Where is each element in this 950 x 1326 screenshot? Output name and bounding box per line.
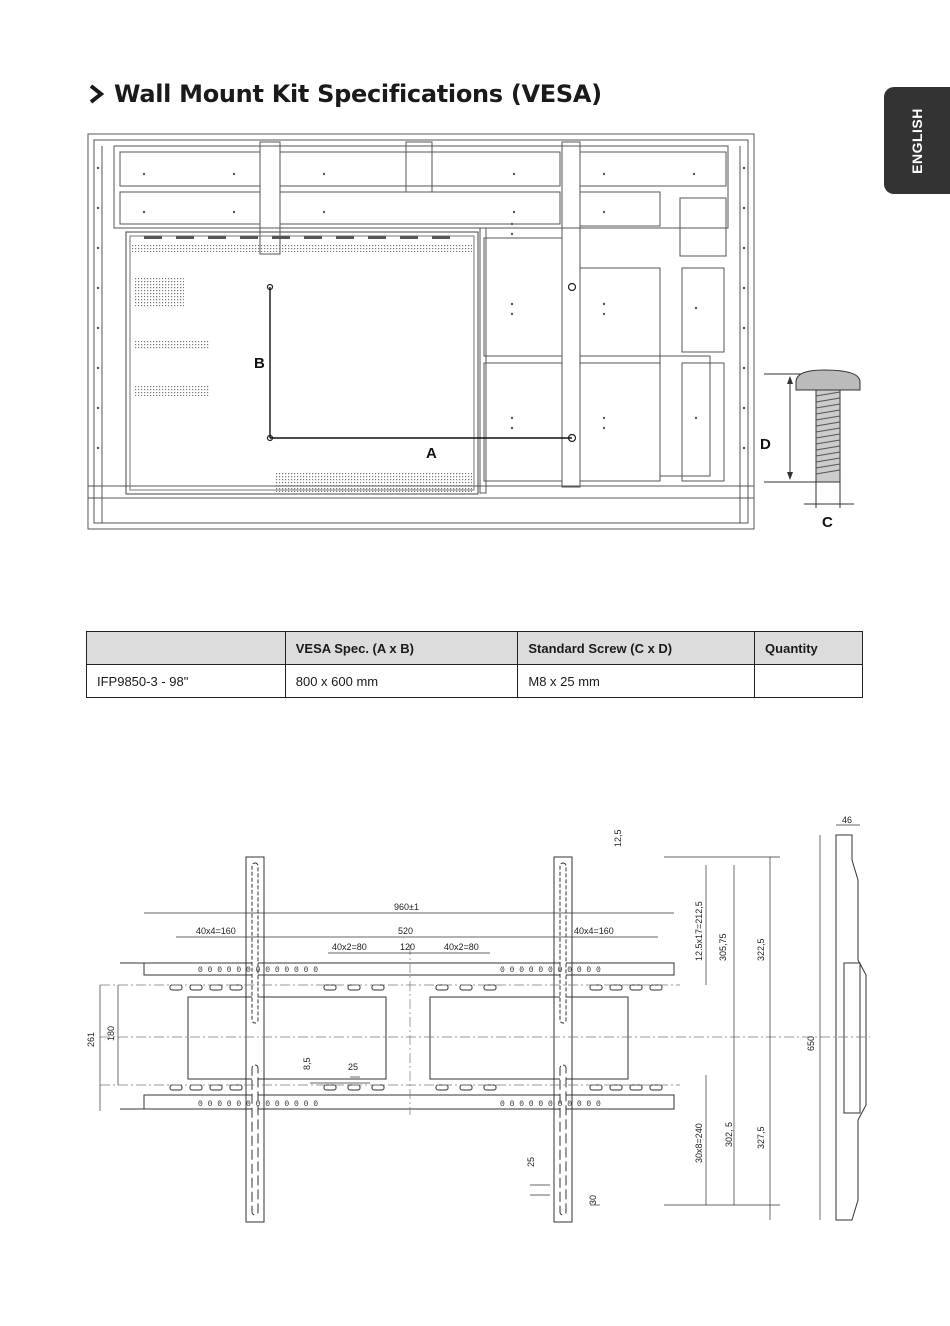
dim-slot-width: 25: [348, 1062, 359, 1072]
table-header-row: [87, 632, 863, 665]
svg-text:0 0 0 0 0 0 0 0 0 0 0 0 0: 0 0 0 0 0 0 0 0 0 0 0 0 0: [198, 966, 319, 975]
dim-inner-center: 120: [400, 942, 416, 952]
dim-vert-upper-spacing: 12.5x17=212,5: [694, 901, 704, 961]
dim-right-spacing: 40x4=160: [574, 926, 614, 936]
bracket-technical-drawing: [80, 815, 890, 1235]
label-a: A: [426, 445, 437, 462]
screw-illustration: [760, 370, 860, 531]
dim-side-depth: 46: [842, 815, 853, 825]
dim-slot-height: 8,5: [302, 1057, 312, 1070]
dim-side-height: 650: [806, 1035, 816, 1051]
svg-text:0 0 0 0 0 0 0 0 0 0 0: 0 0 0 0 0 0 0 0 0 0 0: [500, 1100, 601, 1109]
page-heading: [86, 80, 602, 108]
dim-vert-lower-spacing: 30x8=240: [694, 1123, 704, 1163]
dim-top-offset: 12,5: [613, 829, 623, 847]
header-quantity: Quantity: [755, 632, 863, 665]
label-c: C: [822, 514, 833, 531]
chevron-right-icon: [86, 83, 108, 105]
dim-vert-lower: 302, 5: [724, 1121, 734, 1147]
svg-text:0 0 0 0 0 0 0 0 0 0 0 0 0: 0 0 0 0 0 0 0 0 0 0 0 0 0: [198, 1100, 319, 1109]
language-tab[interactable]: [884, 87, 950, 194]
cell-quantity: [755, 665, 863, 698]
page-title: Wall Mount Kit Specifications (VESA): [114, 80, 602, 108]
dim-left-inner: 180: [106, 1025, 116, 1041]
header-standard-screw: Standard Screw (C x D): [518, 632, 755, 665]
table-row: [87, 665, 863, 698]
cell-model: IFP9850-3 - 98": [87, 665, 286, 698]
dim-inner-left: 40x2=80: [332, 942, 367, 952]
header-vesa-spec: VESA Spec. (A x B): [285, 632, 518, 665]
label-d: D: [760, 436, 771, 453]
rear-view-diagram: [84, 128, 874, 538]
dim-inner-right: 40x2=80: [444, 942, 479, 952]
label-b: B: [254, 355, 265, 372]
dim-slot-gap: 30: [588, 1194, 598, 1205]
dim-slot-bottom: 25: [526, 1156, 536, 1167]
dim-vert-upper: 305,75: [718, 933, 728, 961]
dim-vert-lower-total: 327,5: [756, 1126, 766, 1149]
svg-text:0 0 0 0 0 0 0 0 0 0 0: 0 0 0 0 0 0 0 0 0 0 0: [500, 966, 601, 975]
cell-vesa-spec: 800 x 600 mm: [285, 665, 518, 698]
dim-vert-upper-total: 322,5: [756, 938, 766, 961]
dim-left-outer: 261: [86, 1031, 96, 1047]
header-model: [87, 632, 286, 665]
cell-standard-screw: M8 x 25 mm: [518, 665, 755, 698]
language-tab-label: ENGLISH: [909, 107, 925, 174]
vesa-spec-table: [86, 631, 863, 698]
dim-width-total: 960±1: [394, 902, 419, 912]
dim-center-span: 520: [398, 926, 414, 936]
dim-left-spacing: 40x4=160: [196, 926, 236, 936]
